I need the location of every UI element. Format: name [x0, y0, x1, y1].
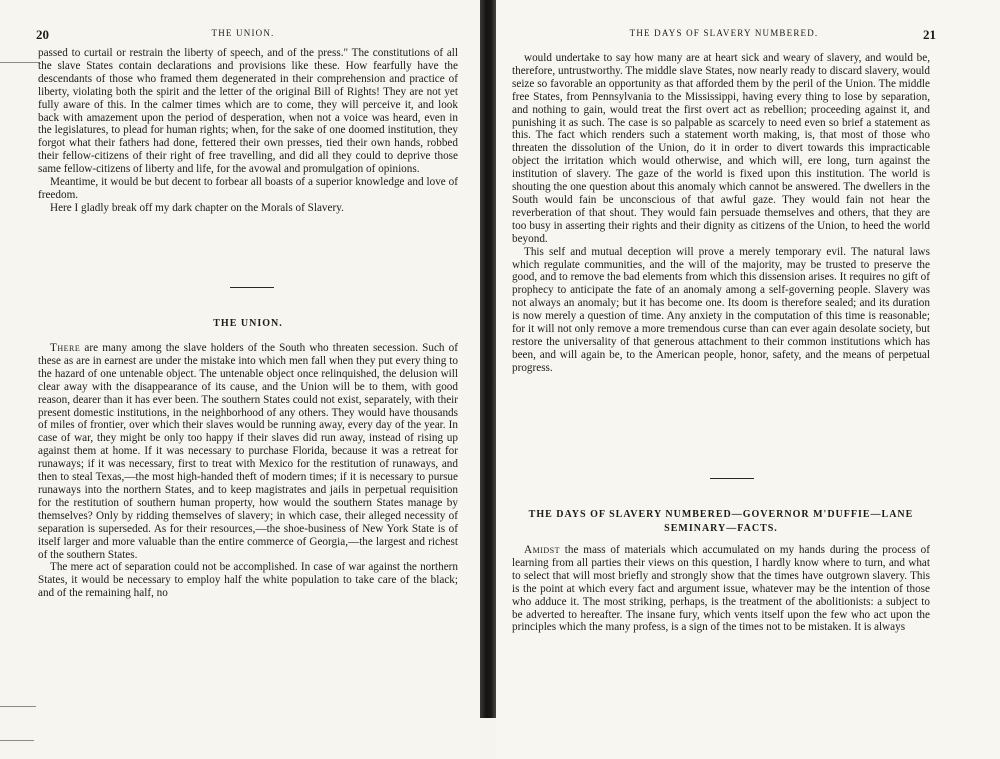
left-paragraph-2: Meantime, it would be but decent to forbear all boasts of a superior knowledge and love of freedom. [38, 176, 458, 201]
right-page-number: 21 [923, 27, 936, 42]
left-section-paragraph-1 [38, 342, 458, 561]
left-section-first-word: There [50, 342, 81, 354]
right-page [496, 0, 1000, 759]
left-section-text [38, 342, 458, 600]
right-section-paragraph-1 [512, 544, 930, 634]
left-page [0, 0, 480, 759]
left-section-heading: THE UNION. [213, 318, 283, 329]
right-running-head [512, 27, 936, 41]
left-section-paragraph-1-body: are many among the slave holders of the South who threaten secession. Such of these as are in earnest are under the mistake into which men fall when they put every thing to the hazard of one untenable object. The untenable object once relinquished, the delusion will clear away with the disappearance of its cause, and the Union will be to them, with good reason, dearer than it has ever been. The southern States could not exist, separately, with their present domestic institutions, in the neighborhood of any others. They would have thousands of miles of frontier, over which their slaves would be running away, every day of the year. In case of war, they might be only too happy if their slaves did run away, instead of rising up against them at home. If it was necessary to purchase Florida, because it was a retreat for runaways; if it was necessary, first to treat with Mexico for the restitution of runaways, and then to steal Texas,—the most high-handed theft of modern times; if it is necessary to pursue runaways into the northern States, and to keep magistrates and jails in perpetual requisition for the restitution of southern human property, how would the southern States manage by themselves? Only by ridding themselves of slavery; in which case, their alleged necessity of separation is superseded. As for their resources,—the shoe-business of New York State is of itself larger and more valuable than the entire commerce of Georgia,—the largest and richest of the southern States. [38, 342, 458, 561]
left-top-text [38, 47, 458, 215]
right-running-title: THE DAYS OF SLAVERY NUMBERED. [629, 28, 819, 38]
margin-mark [0, 706, 36, 707]
left-running-title: THE UNION. [211, 28, 275, 38]
right-section-first-word: Amidst [524, 544, 560, 556]
right-section-heading: THE DAYS OF SLAVERY NUMBERED—GOVERNOR M'DUFFIE—LANE SEMINARY—FACTS. [528, 509, 914, 534]
left-paragraph-1: passed to curtail or restrain the liberty of speech, and of the press." The constitutions of all the slave States contain declarations and provisions like these. How fearfully have the descendants of those who framed them degenerated in their comprehension and practice of liberty, violating both the spirit and the letter of the original Bill of Rights! They are not yet fully aware of this. In the calmer times which are to come, they will perceive it, and look back with amazement upon the period of desperation, when not a voice was heard, even in the legislatures, to plead for human rights; when, for the sake of one doomed institution, they forgot what their fathers had done, fettered their own presses, tied their own hands, robbed their fellow-citizens of their right of free travelling, and did all they could to deprive those same fellow-citizens of liberty and life, for the avowal and promulgation of opinions. [38, 47, 458, 176]
margin-mark [0, 740, 34, 741]
left-section-paragraph-2: The mere act of separation could not be accomplished. In case of war against the northern States, it would be necessary to employ half the white population to take care of the black; and of the remaining half, no [38, 561, 458, 600]
right-top-text [512, 52, 930, 375]
section-divider [710, 478, 754, 479]
section-divider [230, 287, 274, 288]
left-paragraph-3: Here I gladly break off my dark chapter on the Morals of Slavery. [50, 201, 344, 214]
right-paragraph-1: would undertake to say how many are at heart sick and weary of slavery, and would be, therefore, untrustworthy. The middle slave States, now nearly ready to discard slavery, would seize so favorable an opportunity as that afforded them by the peril of the Union. The middle free States, from Pennsylvania to the Mississippi, having every thing to lose by separation, and nothing to gain, would treat the first overt act as rebellion; proceeding against it, and punishing it as such. The case is so palpable as scarcely to need even so brief a statement as this. The fact which renders such a statement worth making, is, that most of those who threaten the dissolution of the Union, do it in order to divert towards this impracticable object the irritation which would otherwise, and which will, ere long, turn against the institution of slavery. The gaze of the world is fixed upon this institution. The world is shouting the one question about this anomaly which cannot be answered. The dwellers in the South would fain be unconscious of that awful gaze. They would fain not hear the reverberation of that shout. They would fain persuade themselves and others, that they are too busy in asserting their rights and their dignity as citizens of the Union, to heed the world beyond. [512, 52, 930, 245]
left-page-number: 20 [36, 27, 49, 42]
right-section-paragraph-1-body: the mass of materials which accumulated on my hands during the process of learning from all parties their views on this question, I hardly know where to turn, and what to select that will most briefly and strongly show that the times have outgrown slavery. This is the point at which every fact and argument issue, whatever may be the intention of those who adduce it. The most striking, perhaps, is the treatment of the abolitionists: a subject to be adverted to hereafter. The insane fury, which vents itself upon the few who act upon the principles which the many profess, is a sign of the times not to be mistaken. It is always [512, 544, 930, 634]
right-section-text [512, 544, 930, 634]
book-gutter [480, 0, 496, 718]
right-paragraph-2: This self and mutual deception will prove a merely temporary evil. The natural laws which regulate communities, and the will of the majority, may be trusted to preserve the good, and to remove the bad elements from which this dissension arises. It requires no gift of prophecy to anticipate the fate of an anomaly among a self-governing people. Slavery was not always an anomaly; but it has become one. Its doom is therefore sealed; and its duration is now merely a question of time. Any anxiety in the computation of this time is reasonable; for it will not only remove a more tremendous curse than can ever again desolate society, but restore the universality of that generous attachment to their common institutions which has been, and will again be, to the American people, honor, safety, and the means of perpetual progress. [512, 245, 930, 374]
margin-mark [0, 62, 40, 63]
left-running-head [36, 27, 450, 41]
